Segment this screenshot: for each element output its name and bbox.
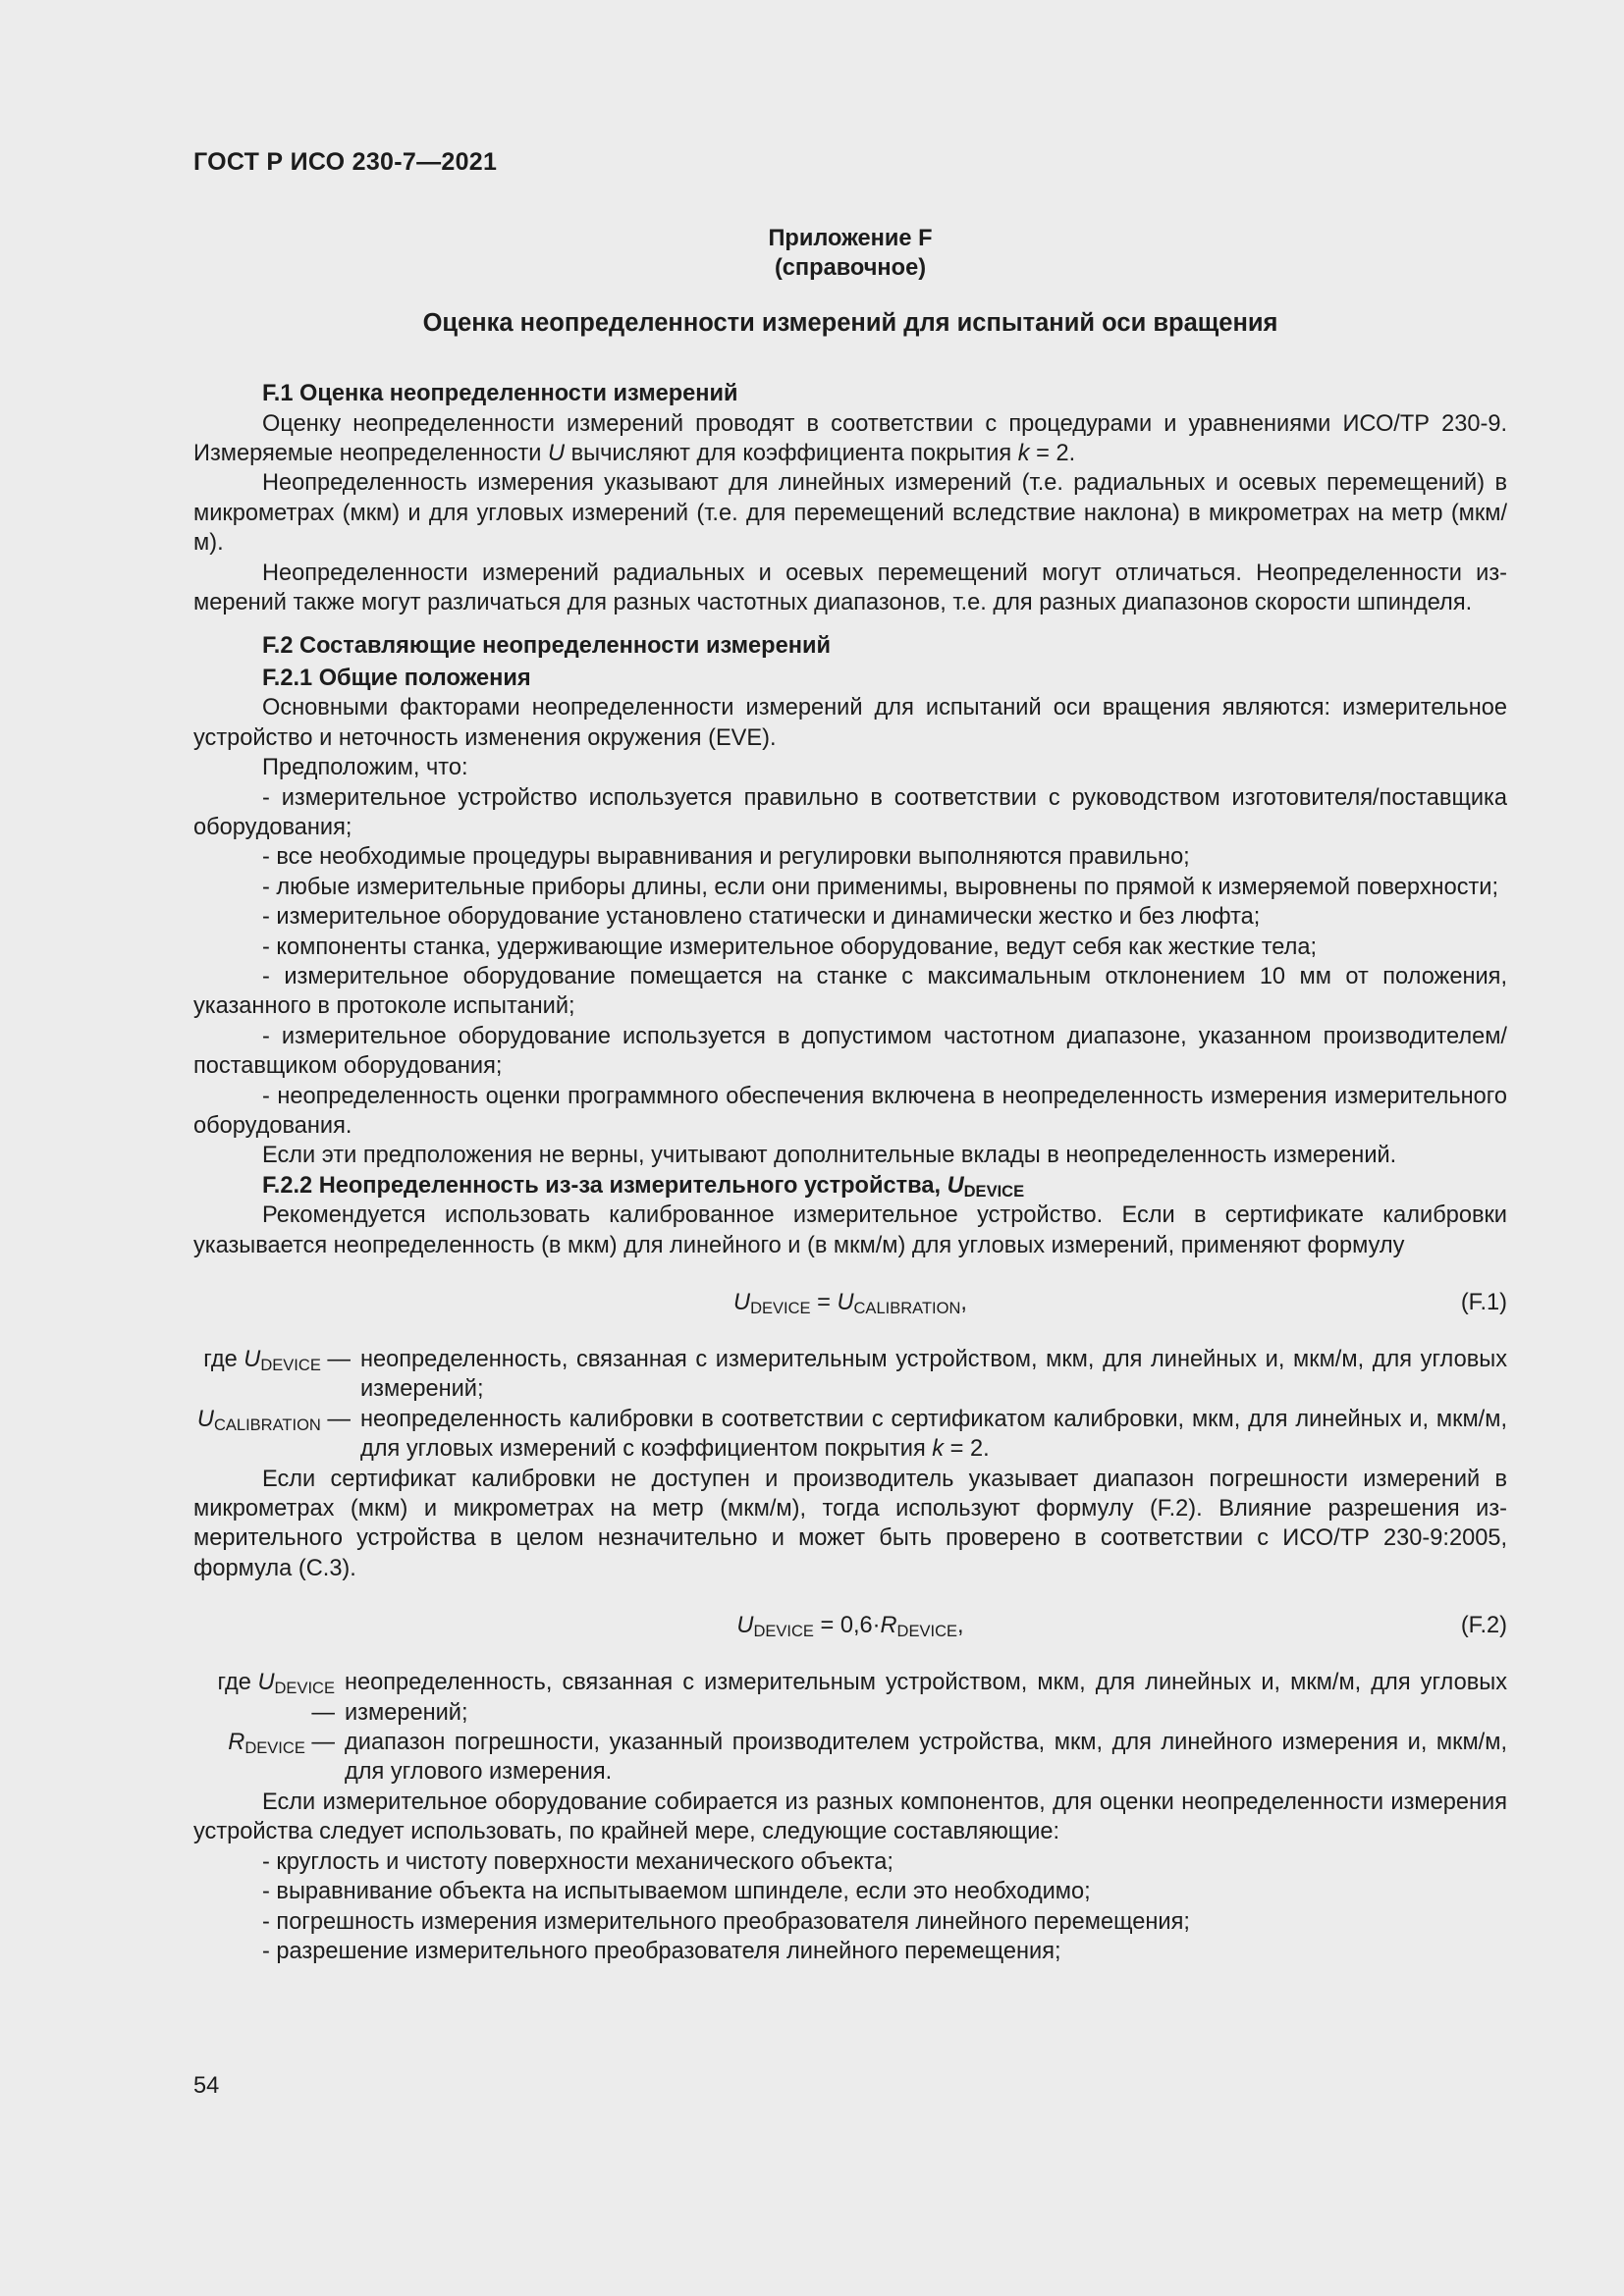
definition-item: $U_{CALIBRATION}$ — неопределенность калибровки в соответствии с сертификатом калибровки, мкм, для линейных и, мкм/м, для угловых измерений с коэффициентом покрытия k = 2.: [196, 1406, 1507, 1463]
definition-item: где $U_{DEVICE}$ — неопределенность, связанная с измерительным устройством, мкм, для линейных и, мкм/м, для угловых измерений;: [203, 1347, 1507, 1403]
f21-paragraph-3: Если эти предположения не верны, учитывают дополнительные вклады в неопределенность измерений.: [262, 1143, 1397, 1169]
section-f22-heading: F.2.2 Неопределенность из-за измерительного устройства, $U_{DEVICE}$: [262, 1172, 1025, 1201]
list-item: - измерительное устройство используется правильно в соответствии с руководством изготовителя/поставщика оборудования;: [193, 784, 1507, 840]
f1-paragraph-2: Неопределенность измерения указывают для линейных измерений (т.е. радиальных и осевых перемещений) в микрометрах (мкм) и для угловых измерений (т.е. для перемещений вследствие наклона) в микрометрах на метр (мкм/м).: [193, 470, 1507, 557]
page-content: [193, 224, 1507, 1966]
page-number: 54: [193, 2073, 220, 2099]
f22-paragraph-2: Если сертификат калибровки не доступен и производитель указывает диапазон погрешности измерений в микрометрах (мкм) и микрометрах на метр (мкм/м), тогда используют формулу (F.2). Влияние разрешения измерительного устройства в целом незначительно и может быть проверено в соответствии с ИСО/ТР 230-9:2005, формула (С.3).: [193, 1466, 1507, 1581]
formula-number: (F.1): [1460, 1290, 1507, 1315]
section-f1-heading: F.1 Оценка неопределенности измерений: [262, 381, 738, 407]
annex-heading: Оценка неопределенности измерений для испытаний оси вращения: [422, 308, 1278, 337]
formula-f1-definitions: [193, 1345, 1507, 1465]
list-item: - выравнивание объекта на испытываемом шпинделе, если это необходимо;: [262, 1879, 1091, 1905]
formula-f1: $U_{DEVICE} = U_{CALIBRATION}$, (F.1): [193, 1284, 1507, 1321]
f22-paragraph-3: Если измерительное оборудование собирается из разных компонентов, для оценки неопределенности измерения устройства следует использовать, по крайней мере, следующие составляющие:: [193, 1789, 1507, 1845]
section-f2-heading: F.2 Составляющие неопределенности измерений: [262, 633, 831, 660]
list-item: - компоненты станка, удерживающие измерительное оборудование, ведут себя как жесткие тела;: [262, 934, 1318, 960]
document-header: ГОСТ Р ИСО 230-7—2021: [193, 148, 498, 176]
list-item: - любые измерительные приборы длины, если они применимы, выровнены по прямой к измеряемой поверхности;: [262, 874, 1499, 900]
formula-number: (F.2): [1460, 1613, 1507, 1639]
f1-paragraph-3: Неопределенности измерений радиальных и осевых перемещений могут отличаться. Неопределенности измерений также могут различаться для разных частотных диапазонов, т.е. для разных диапазонов скорости шпинделя.: [193, 560, 1507, 616]
list-item: - разрешение измерительного преобразователя линейного перемещения;: [262, 1938, 1061, 1964]
definition-item: где $U_{DEVICE}$ — неопределенность, связанная с измерительным устройством, мкм, для линейных и, мкм/м, для угловых измерений;: [217, 1670, 1507, 1726]
list-item: - круглость и чистоту поверхности механического объекта;: [262, 1848, 893, 1875]
annex-type: (справочное): [774, 255, 927, 282]
list-item: - все необходимые процедуры выравнивания и регулировки выполняются правильно;: [262, 844, 1190, 871]
section-f21-heading: F.2.1 Общие положения: [262, 665, 531, 691]
formula-f2: $U_{DEVICE} = 0,6\cdot R_{DEVICE}$, (F.2): [193, 1607, 1507, 1644]
f1-paragraph-1: Оценку неопределенности измерений проводят в соответствии с процедурами и уравнениями ИСО/ТР 230-9. Измеряемые неопределенности U вычисляют для коэффициента покрытия k = 2.: [193, 410, 1507, 467]
list-item: - погрешность измерения измерительного преобразователя линейного перемещения;: [262, 1908, 1190, 1935]
f22-paragraph-1: Рекомендуется использовать калиброванное измерительное устройство. Если в сертификате калибровки указывается неопределенность (в мкм) для линейного и (в мкм/м) для угловых измерений, применяют формулу: [193, 1202, 1507, 1258]
list-item: - измерительное оборудование используется в допустимом частотном диапазоне, указанном производителем/поставщиком оборудования;: [193, 1023, 1507, 1080]
list-item: - измерительное оборудование установлено статически и динамически жестко и без люфта;: [262, 904, 1261, 931]
formula-f2-definitions: [193, 1668, 1507, 1788]
annex-title: Приложение F: [768, 226, 933, 251]
f21-paragraph-1: Основными факторами неопределенности измерений для испытаний оси вращения являются: измерительное устройство и неточность изменения окружения (EVE).: [193, 695, 1507, 751]
f21-paragraph-2: Предположим, что:: [262, 755, 468, 781]
list-item: - измерительное оборудование помещается на станке с максимальным отклонением 10 мм от положения, указанного в протоколе испытаний;: [193, 963, 1507, 1020]
definition-item: $R_{DEVICE}$ — диапазон погрешности, указанный производителем устройства, мкм, для линейного измерения и, мкм/м, для углового измерения.: [228, 1730, 1507, 1786]
list-item: - неопределенность оценки программного обеспечения включена в неопределенность измерения измерительного оборудования.: [193, 1083, 1507, 1139]
